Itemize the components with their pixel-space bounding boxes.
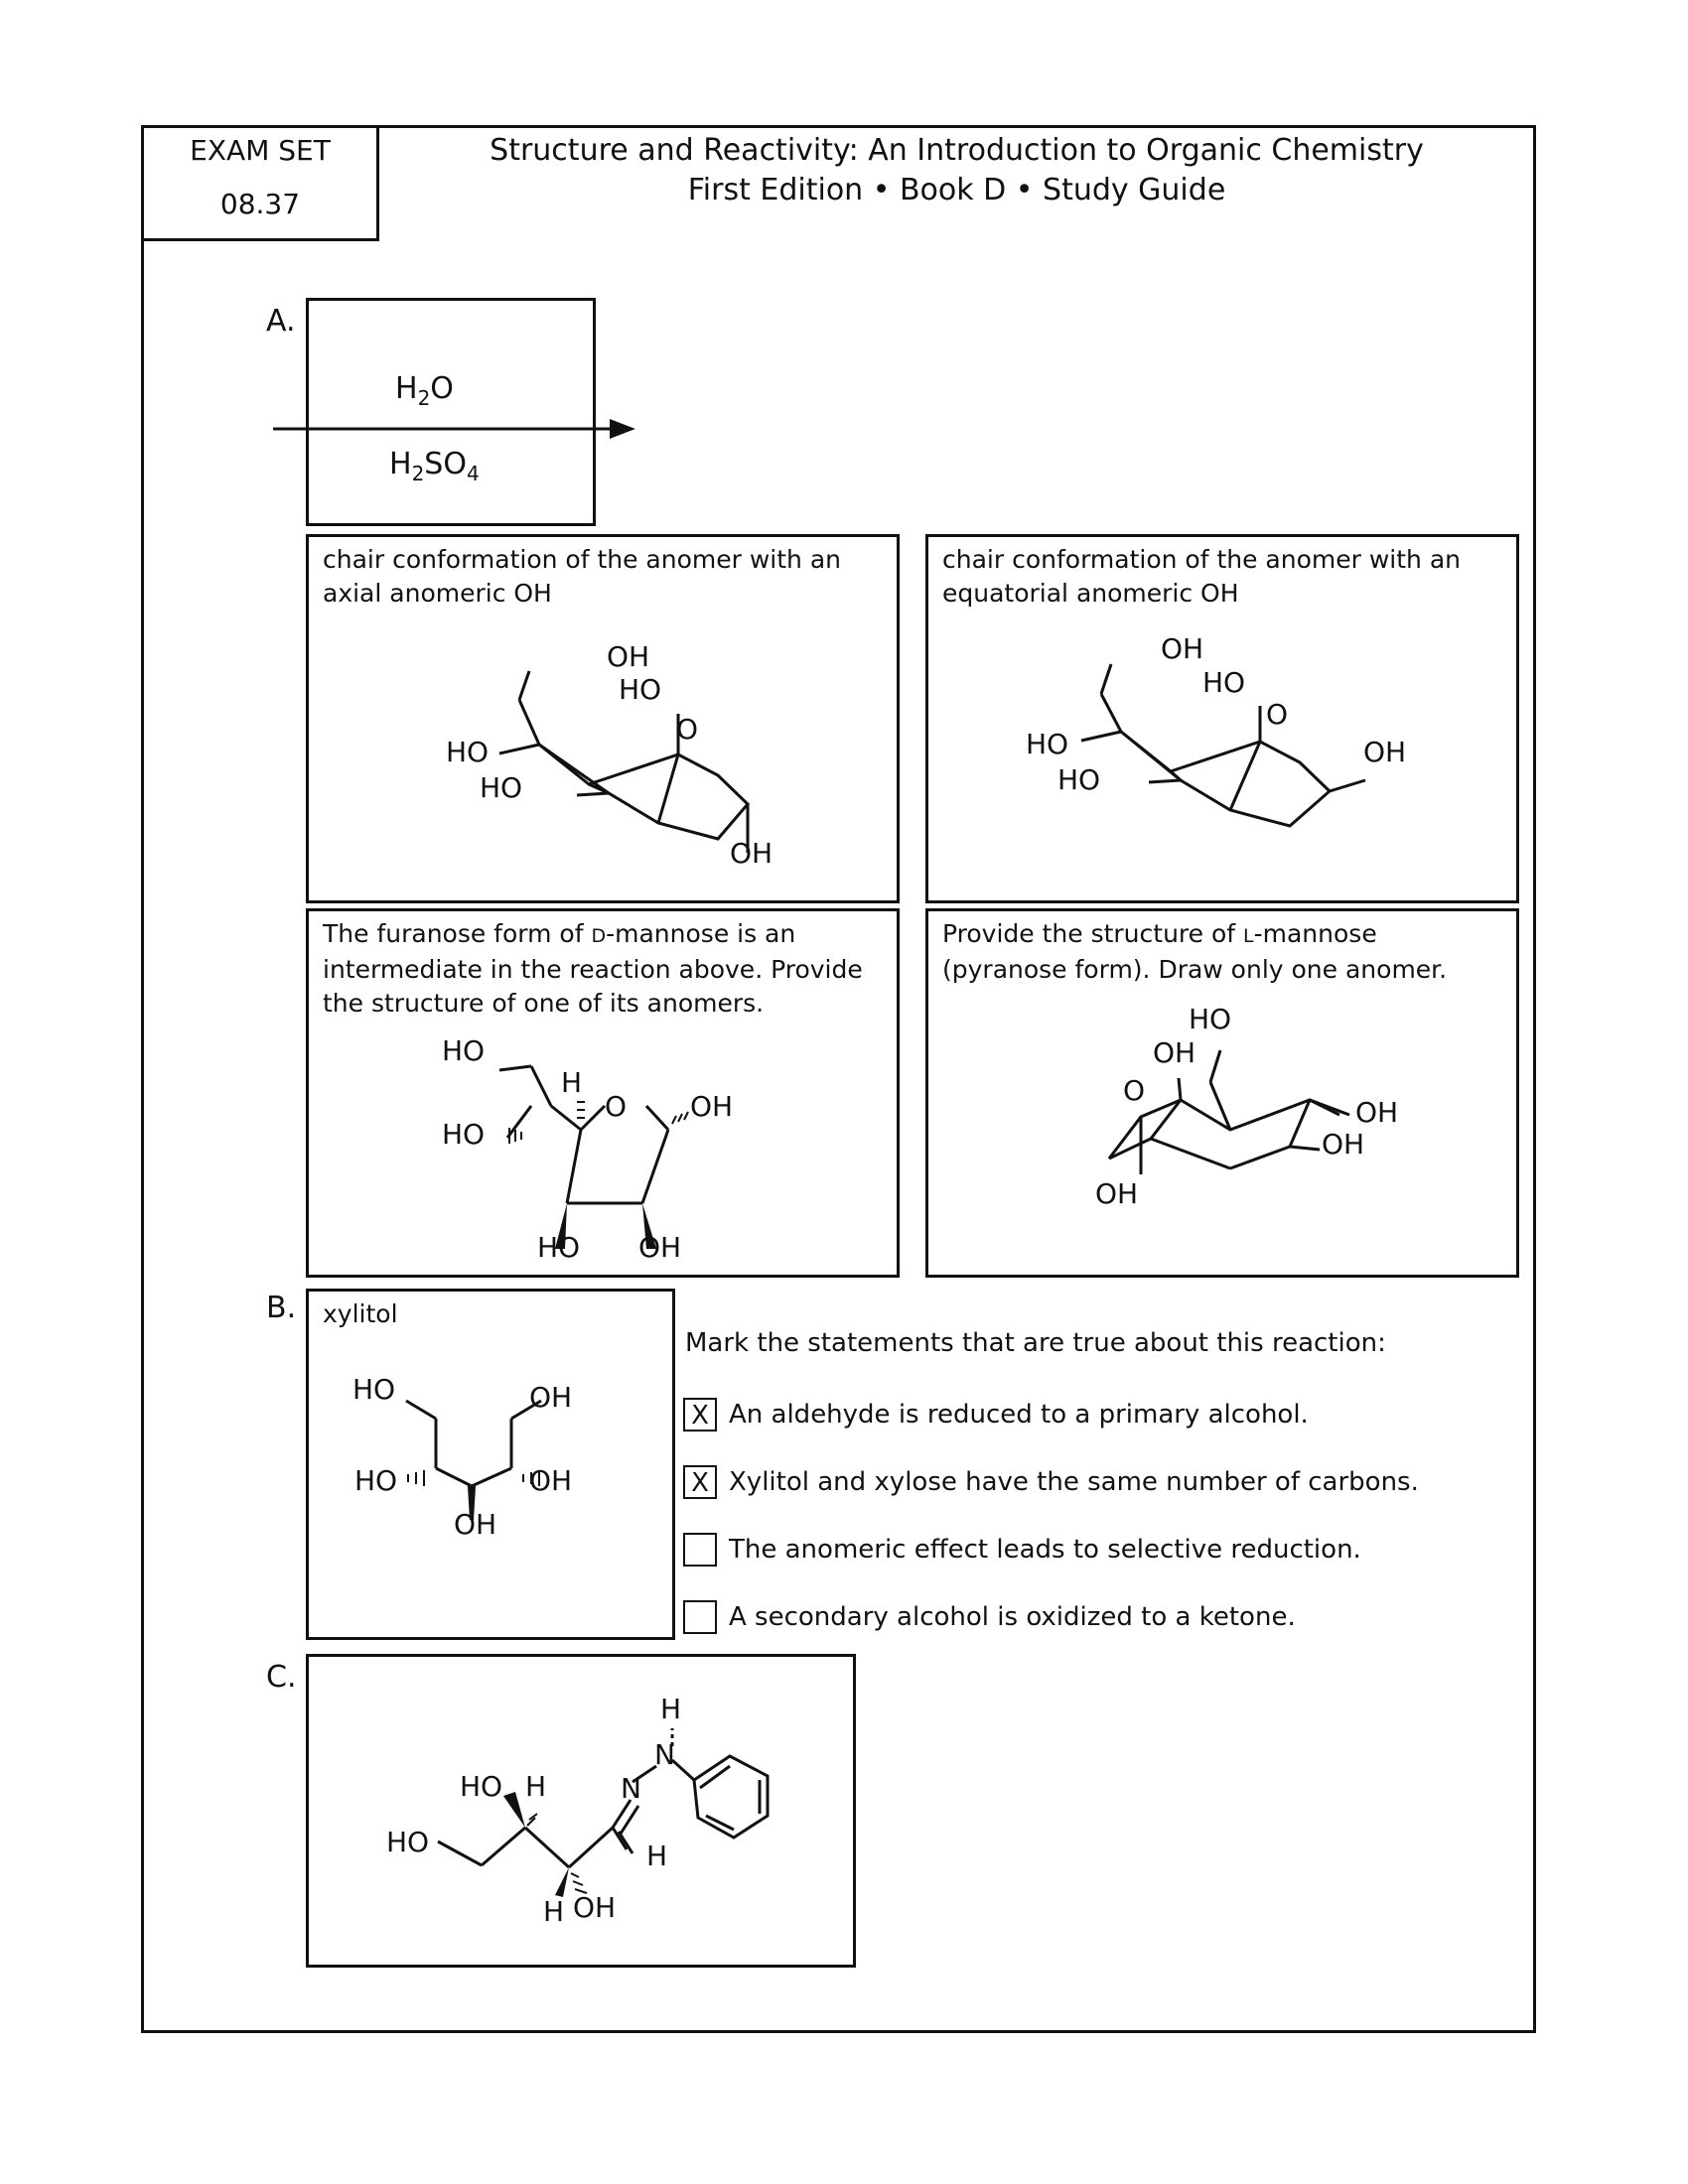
- furanose-structure: [309, 911, 903, 1281]
- atom-label: H: [646, 1840, 668, 1872]
- atom-label: OH: [1363, 736, 1407, 768]
- atom-label: OH: [1153, 1036, 1196, 1069]
- xylitol-structure: [309, 1292, 678, 1643]
- atom-label: OH: [529, 1464, 573, 1497]
- nitrogen-label: N: [621, 1772, 641, 1805]
- atom-label: HO: [460, 1770, 503, 1803]
- panel-axial-anomer: [306, 534, 900, 903]
- atom-label: H: [660, 1693, 682, 1725]
- atom-label: HO: [352, 1373, 396, 1406]
- section-b-label: B.: [266, 1291, 297, 1325]
- option-text: The anomeric effect leads to selective reduction.: [729, 1535, 1361, 1565]
- atom-label: H: [543, 1895, 565, 1928]
- section-c-label: C.: [266, 1660, 297, 1695]
- reagent-water: $H_2O$: [395, 371, 454, 410]
- l-mannose-chair-structure: [928, 911, 1522, 1281]
- nitrogen-label: N: [654, 1738, 675, 1771]
- atom-label: HO: [446, 736, 490, 768]
- checkbox[interactable]: X: [683, 1398, 717, 1432]
- atom-label: HO: [442, 1034, 486, 1067]
- compound-name: xylitol: [323, 1299, 398, 1328]
- axial-chair-structure: [309, 537, 903, 906]
- section-a-label: A.: [266, 304, 296, 339]
- panel-caption: chair conformation of the anomer with an axial anomeric OH: [323, 545, 841, 608]
- phenylhydrazone-structure: [309, 1657, 859, 1971]
- ring-oxygen: O: [676, 713, 699, 746]
- checkbox[interactable]: [683, 1600, 717, 1634]
- panel-furanose: [306, 908, 900, 1278]
- atom-label: HO: [1057, 763, 1101, 796]
- atom-label: HO: [354, 1464, 398, 1497]
- book-edition: First Edition • Book D • Study Guide: [687, 173, 1226, 207]
- atom-label: HO: [1202, 666, 1246, 699]
- question-text: Mark the statements that are true about this reaction:: [685, 1328, 1386, 1358]
- checkbox[interactable]: [683, 1533, 717, 1567]
- atom-label: OH: [1161, 632, 1204, 665]
- atom-label: OH: [1095, 1177, 1139, 1210]
- atom-label: OH: [730, 837, 774, 870]
- panel-caption: Provide the structure of L-mannose (pyranose form). Draw only one anomer.: [942, 919, 1448, 984]
- ring-oxygen: O: [605, 1090, 628, 1123]
- atom-label: HO: [480, 771, 523, 804]
- atom-label: OH: [573, 1891, 617, 1924]
- ring-oxygen: O: [1266, 698, 1289, 731]
- atom-label: H: [561, 1066, 583, 1099]
- atom-label: OH: [1322, 1128, 1365, 1160]
- atom-label: OH: [529, 1381, 573, 1414]
- exam-set-label: EXAM SET: [190, 134, 331, 167]
- equatorial-chair-structure: [928, 537, 1522, 906]
- exam-set-number: 08.37: [219, 188, 301, 220]
- panel-l-mannose: [925, 908, 1519, 1278]
- atom-label: HO: [537, 1231, 581, 1264]
- panel-caption: chair conformation of the anomer with an equatorial anomeric OH: [942, 545, 1461, 608]
- atom-label: HO: [1026, 728, 1069, 760]
- atom-label: H: [525, 1770, 547, 1803]
- panel-caption: The furanose form of D-mannose is an intermediate in the reaction above. Provide the structure of one of its anomers.: [323, 919, 863, 1018]
- hydrazone-box: [306, 1654, 856, 1968]
- atom-label: OH: [607, 640, 650, 673]
- reagent-sulfuric-acid: $H_2SO_4$: [389, 447, 480, 485]
- atom-label: OH: [454, 1508, 497, 1541]
- atom-label: HO: [442, 1118, 486, 1151]
- ring-oxygen: O: [1123, 1074, 1146, 1107]
- atom-label: OH: [1355, 1096, 1399, 1129]
- option-text: A secondary alcohol is oxidized to a ketone.: [729, 1602, 1296, 1632]
- atom-label: HO: [1189, 1003, 1232, 1035]
- atom-label: OH: [638, 1231, 682, 1264]
- panel-equatorial-anomer: [925, 534, 1519, 903]
- atom-label: OH: [690, 1090, 734, 1123]
- xylitol-box: [306, 1289, 675, 1640]
- option-text: An aldehyde is reduced to a primary alcohol.: [729, 1400, 1309, 1430]
- atom-label: HO: [386, 1826, 430, 1858]
- option-text: Xylitol and xylose have the same number of carbons.: [729, 1467, 1419, 1497]
- book-title: Structure and Reactivity: An Introduction to Organic Chemistry: [490, 133, 1424, 168]
- checkbox[interactable]: X: [683, 1465, 717, 1499]
- atom-label: HO: [619, 673, 662, 706]
